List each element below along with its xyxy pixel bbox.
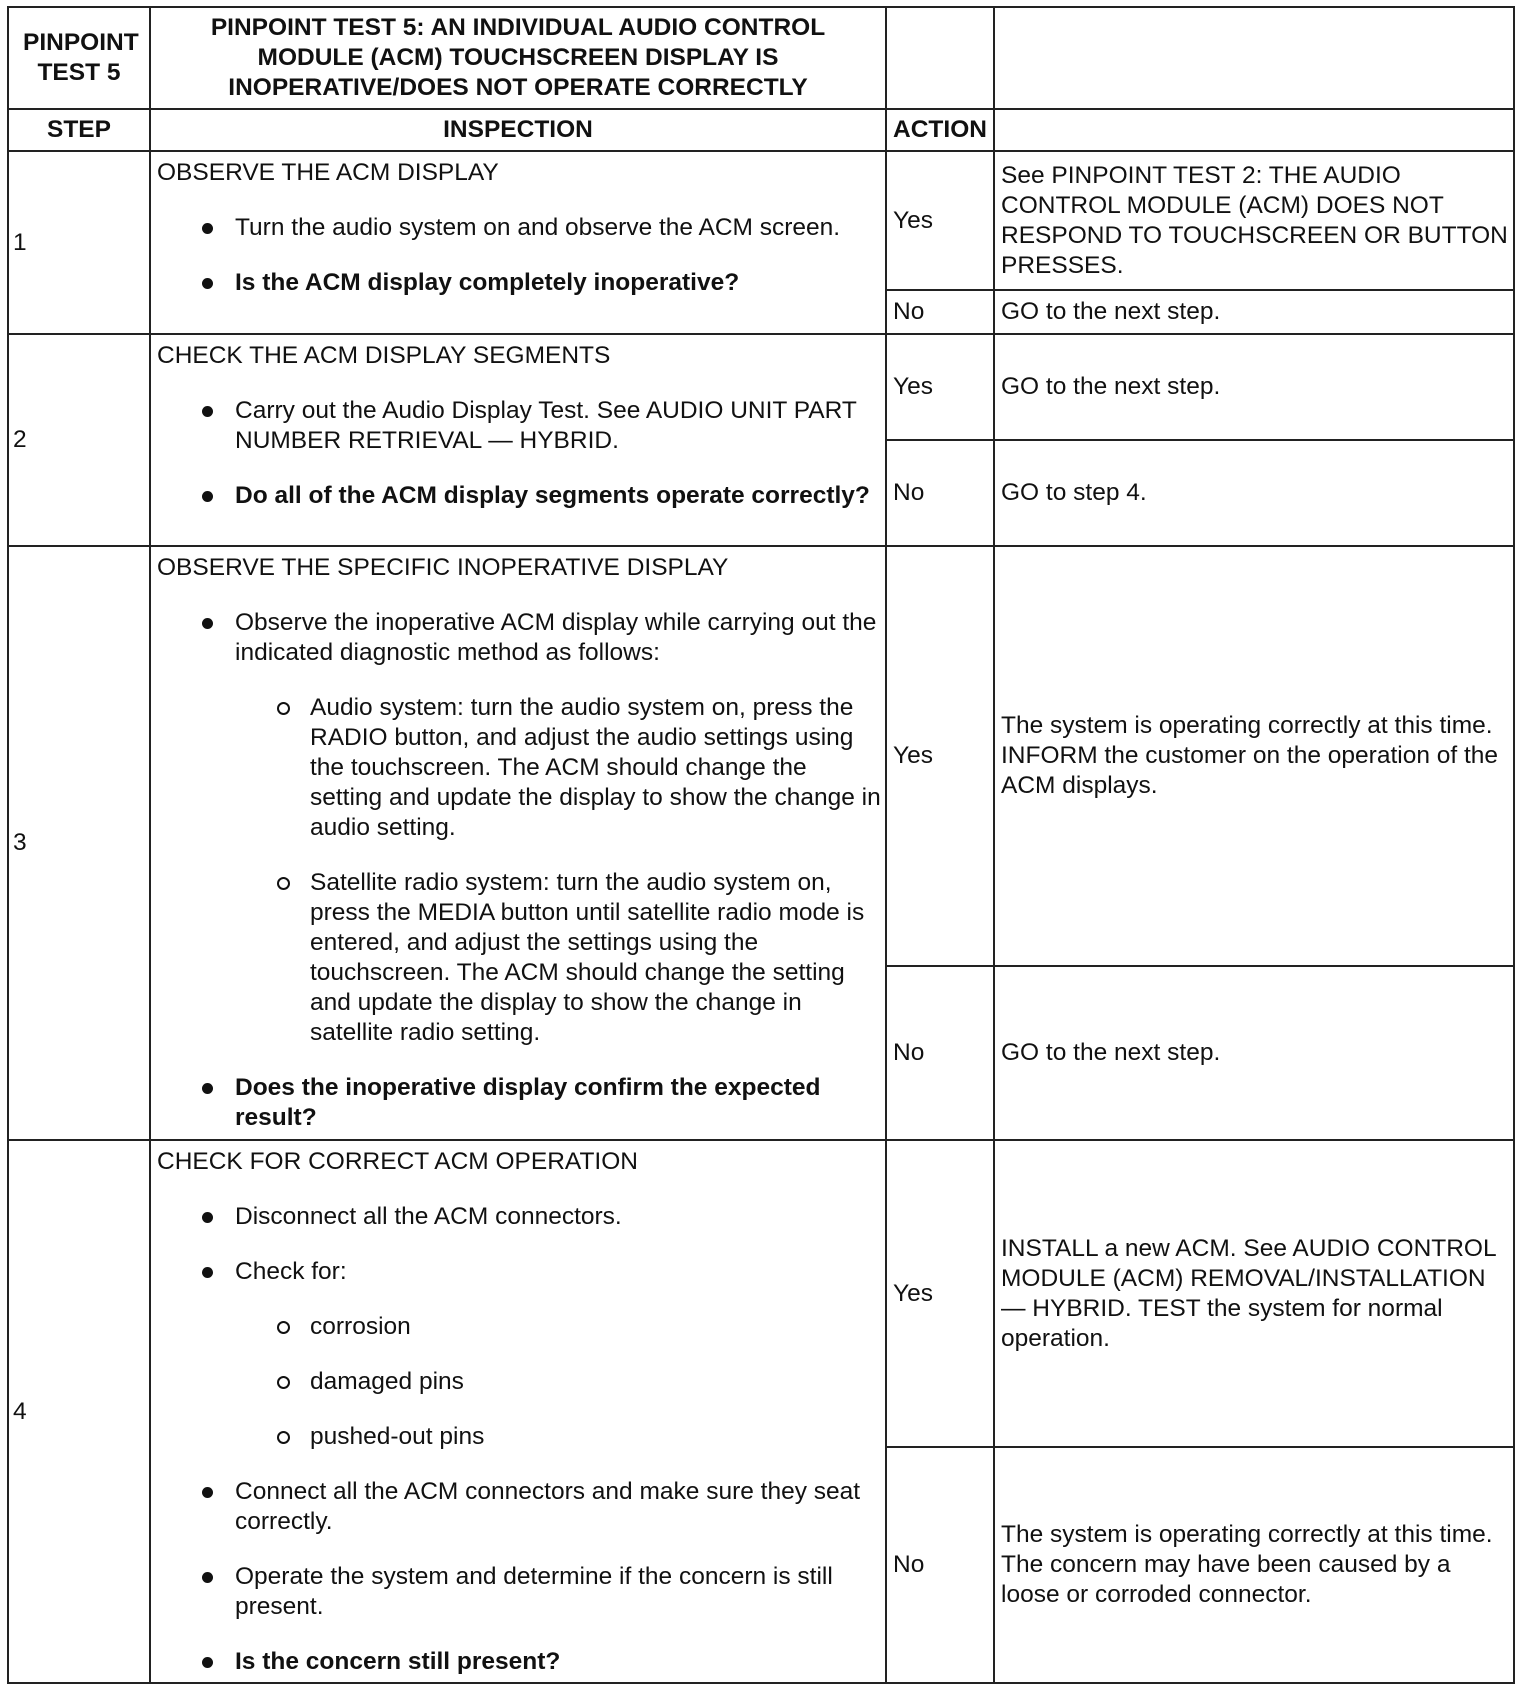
inspection-question: Is the ACM display completely inoperative?: [157, 268, 881, 298]
action-yes: Yes: [886, 151, 994, 290]
result-no: GO to the next step.: [994, 290, 1514, 334]
inspection-column-header: INSPECTION: [150, 109, 886, 151]
result-yes: The system is operating correctly at this time. INFORM the customer on the operation of the ACM displays.: [994, 546, 1514, 966]
step-row: [8, 151, 1514, 290]
result-yes: See PINPOINT TEST 2: THE AUDIO CONTROL MODULE (ACM) DOES NOT RESPOND TO TOUCHSCREEN OR BUTTON PRESSES.: [994, 151, 1514, 290]
inspection-subbullet: Satellite radio system: turn the audio system on, press the MEDIA button until satellite radio mode is entered, and adjust the settings using the touchscreen. The ACM should change the setting and update the display to show the change in satellite radio setting.: [157, 868, 881, 1048]
step-number: 3: [8, 546, 150, 1140]
action-no: No: [886, 1447, 994, 1683]
result-no: GO to the next step.: [994, 966, 1514, 1140]
action-column-header: ACTION: [886, 109, 994, 151]
step-number: 2: [8, 334, 150, 546]
inspection-cell: [150, 1140, 886, 1683]
inspection-cell: [150, 334, 886, 546]
inspection-bullet: Operate the system and determine if the concern is still present.: [157, 1562, 881, 1622]
pinpoint-test-table: [7, 6, 1515, 1684]
inspection-question: Does the inoperative display confirm the expected result?: [157, 1073, 881, 1133]
step-row: [8, 546, 1514, 966]
inspection-subbullet: corrosion: [157, 1312, 881, 1342]
inspection-title: OBSERVE THE ACM DISPLAY: [157, 159, 499, 186]
inspection-bullet: Disconnect all the ACM connectors.: [157, 1202, 881, 1232]
action-no: No: [886, 966, 994, 1140]
action-yes: Yes: [886, 1140, 994, 1447]
result-no: The system is operating correctly at this time. The concern may have been caused by a loose or corroded connector.: [994, 1447, 1514, 1683]
blank-header-cell: [994, 109, 1514, 151]
blank-header-cell: [994, 7, 1514, 109]
action-yes: Yes: [886, 546, 994, 966]
title-row: [8, 7, 1514, 109]
inspection-bullet: Check for:: [157, 1257, 881, 1287]
action-yes: Yes: [886, 334, 994, 440]
result-yes: INSTALL a new ACM. See AUDIO CONTROL MODULE (ACM) REMOVAL/INSTALLATION — HYBRID. TEST the system for normal operation.: [994, 1140, 1514, 1447]
inspection-title: OBSERVE THE SPECIFIC INOPERATIVE DISPLAY: [157, 554, 729, 581]
inspection-bullet: Connect all the ACM connectors and make sure they seat correctly.: [157, 1477, 881, 1537]
inspection-question: Is the concern still present?: [157, 1647, 881, 1677]
inspection-bullet: Observe the inoperative ACM display while carrying out the indicated diagnostic method as follows:: [157, 608, 881, 668]
result-no: GO to step 4.: [994, 440, 1514, 546]
step-row: [8, 1140, 1514, 1447]
inspection-cell: [150, 546, 886, 1140]
pinpoint-test-document: [7, 6, 1513, 1682]
step-number: 4: [8, 1140, 150, 1683]
inspection-subbullet: damaged pins: [157, 1367, 881, 1397]
blank-header-cell: [886, 7, 994, 109]
column-header-row: [8, 109, 1514, 151]
test-title: PINPOINT TEST 5: AN INDIVIDUAL AUDIO CONTROL MODULE (ACM) TOUCHSCREEN DISPLAY IS INOPERATIVE/DOES NOT OPERATE CORRECTLY: [150, 7, 886, 109]
action-no: No: [886, 290, 994, 334]
action-no: No: [886, 440, 994, 546]
inspection-subbullet: Audio system: turn the audio system on, press the RADIO button, and adjust the audio settings using the touchscreen. The ACM should change the setting and update the display to show the change in audio setting.: [157, 693, 881, 843]
inspection-title: CHECK FOR CORRECT ACM OPERATION: [157, 1148, 638, 1175]
inspection-question: Do all of the ACM display segments operate correctly?: [157, 481, 881, 511]
pinpoint-label: PINPOINT TEST 5: [8, 7, 150, 109]
inspection-bullet: Carry out the Audio Display Test. See AUDIO UNIT PART NUMBER RETRIEVAL — HYBRID.: [157, 396, 881, 456]
result-yes: GO to the next step.: [994, 334, 1514, 440]
inspection-cell: [150, 151, 886, 334]
step-column-header: STEP: [8, 109, 150, 151]
inspection-subbullet: pushed-out pins: [157, 1422, 881, 1452]
step-row: [8, 334, 1514, 440]
inspection-bullet: Turn the audio system on and observe the ACM screen.: [157, 213, 881, 243]
inspection-title: CHECK THE ACM DISPLAY SEGMENTS: [157, 342, 611, 369]
step-number: 1: [8, 151, 150, 334]
